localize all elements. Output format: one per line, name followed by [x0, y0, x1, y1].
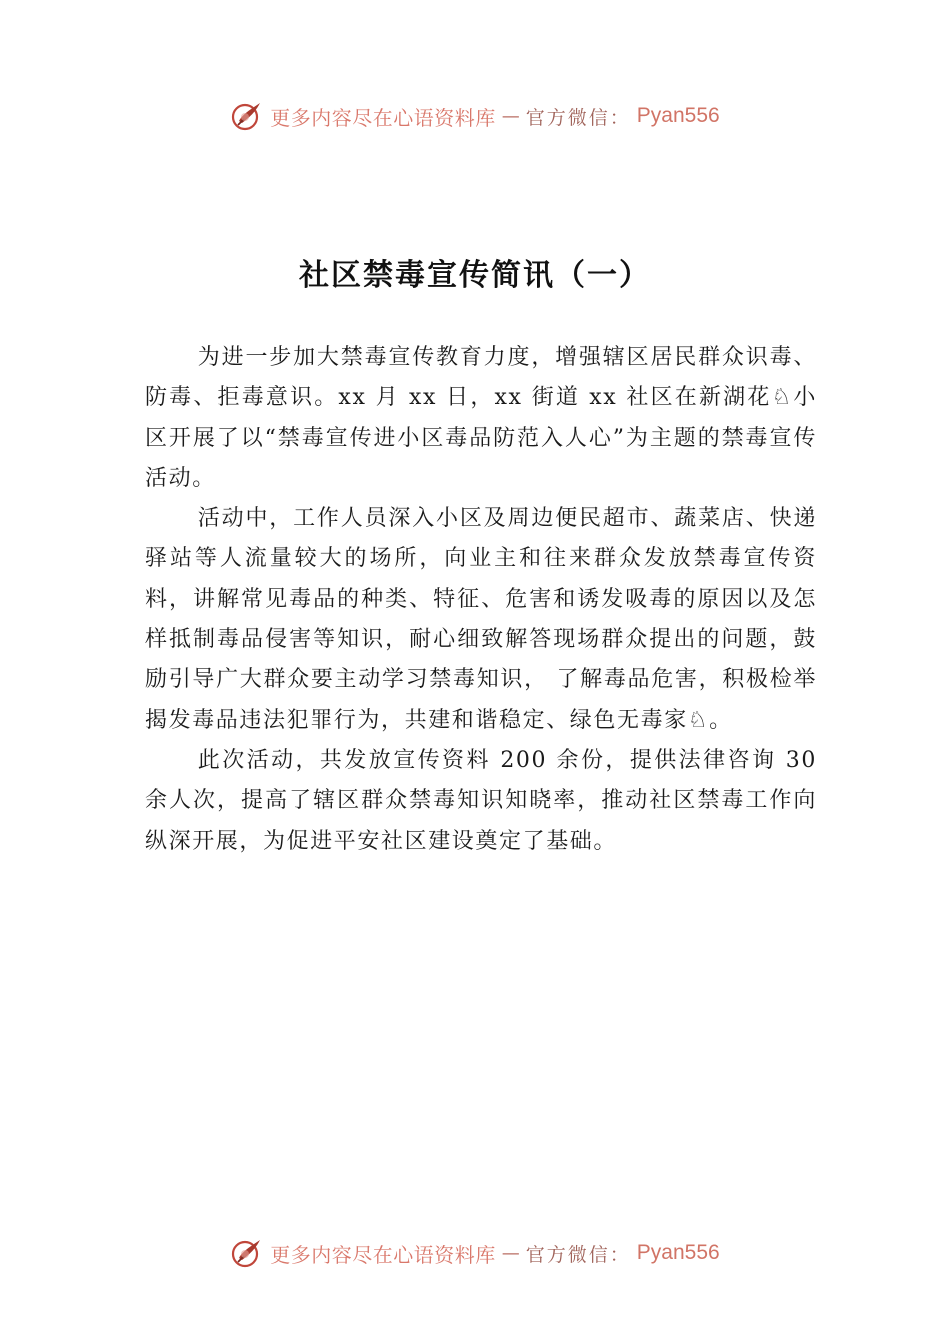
brand-text: 更多内容尽在心语资料库	[270, 105, 496, 130]
paragraph: 为进一步加大禁毒宣传教育力度，增强辖区居民群众识毒、防毒、拒毒意识。xx 月 xx 日，xx 街道 xx 社区在新湖花♘小区开展了以“禁毒宣传进小区毒品防范入人心”为主题的禁毒宣传活动。	[145, 345, 817, 491]
wechat-label: 官方微信：	[525, 106, 631, 129]
wechat-id: Pyan556	[636, 1241, 720, 1264]
paragraph: 此次活动，共发放宣传资料 200 余份，提供法律咨询 30 余人次，提高了辖区群众禁毒知识知晓率，推动社区禁毒工作向纵深开展，为促进平安社区建设奠定了基础。	[145, 747, 817, 854]
wechat-id: Pyan556	[636, 104, 720, 127]
brand-text: 更多内容尽在心语资料库	[270, 1242, 496, 1267]
wechat-label: 官方微信：	[525, 1243, 631, 1266]
footer-banner	[0, 1233, 950, 1273]
paragraph: 活动中，工作人员深入小区及周边便民超市、蔬菜店、快递驿站等人流量较大的场所，向业主和往来群众发放禁毒宣传资料，讲解常见毒品的种类、特征、危害和诱发吸毒的原因以及怎样抵制毒品侵害等知识，耐心细致解答现场群众提出的问题，鼓励引导广大群众要主动学习禁毒知识， 了解毒品危害，积极检举揭发毒品违法犯罪行为，共建和谐稳定、绿色无毒家♘。	[145, 506, 817, 733]
banner-separator: —	[501, 105, 520, 127]
document-body	[145, 338, 817, 862]
header-banner	[0, 96, 950, 136]
quill-logo-icon	[230, 1236, 264, 1270]
banner-separator: —	[501, 1242, 520, 1264]
document-title: 社区禁毒宣传简讯（一）	[299, 258, 651, 293]
quill-logo-icon	[230, 99, 264, 133]
